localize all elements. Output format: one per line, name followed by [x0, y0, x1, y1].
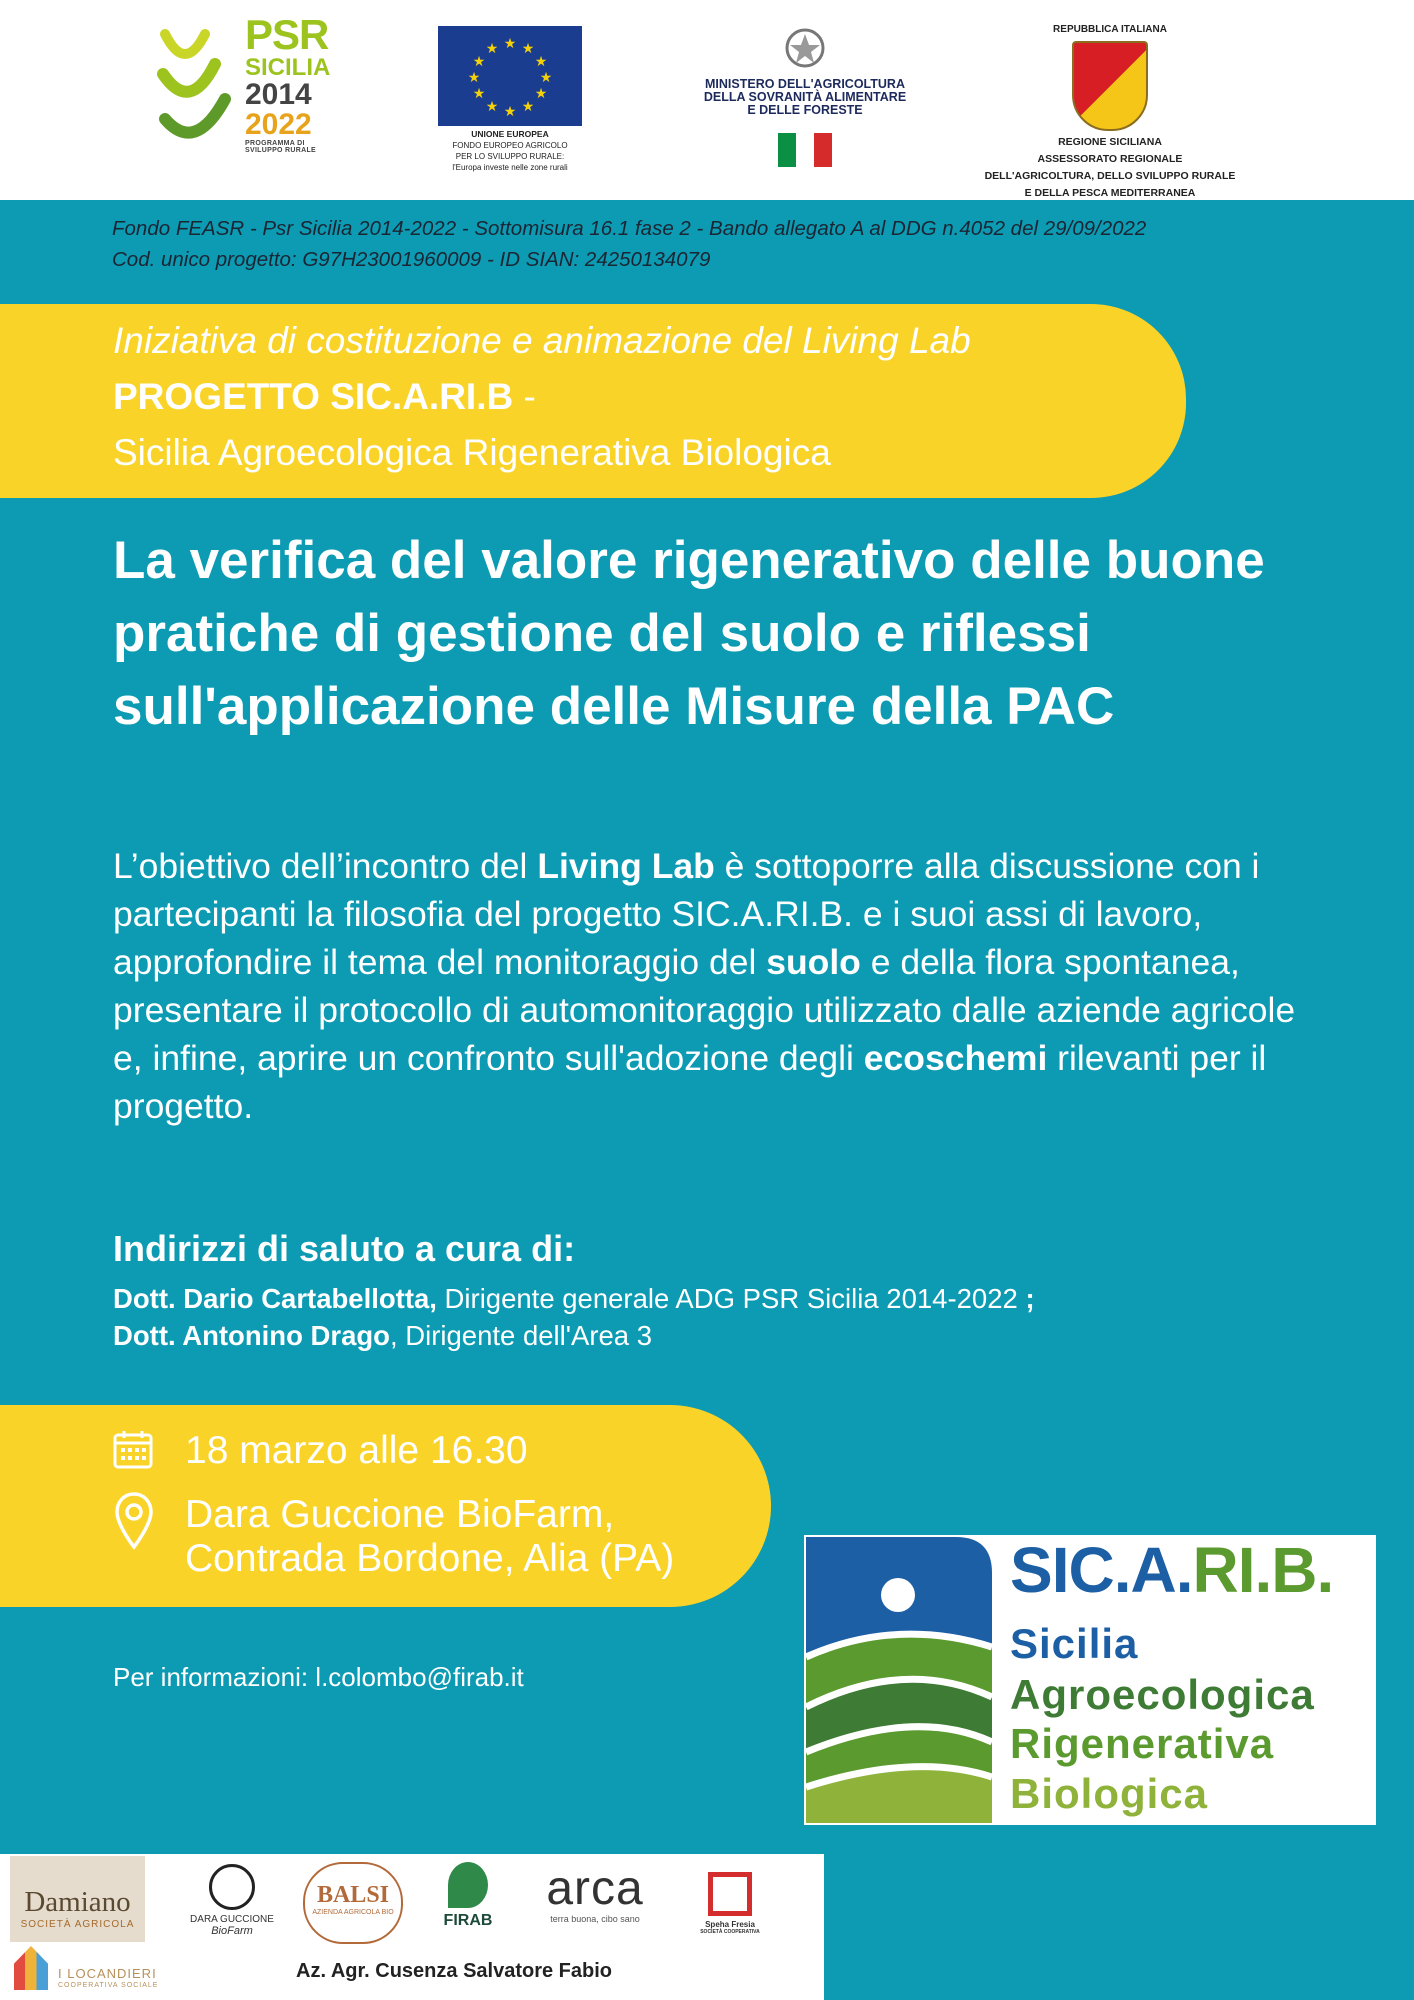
desc-bold-3: ecoschemi — [863, 1038, 1048, 1078]
arca-name: arca — [546, 1862, 644, 1915]
fund-info-line1: Fondo FEASR - Psr Sicilia 2014-2022 - Sottomisura 16.1 fase 2 - Bando allegato A al DDG n.4052 del 29/09/2022 — [112, 217, 1147, 240]
psr-leaves-icon — [155, 14, 245, 154]
psr-subtitle-2: SVILUPPO RURALE — [245, 147, 317, 154]
psr-year-end: 2022 — [245, 108, 312, 141]
cusenza-partner: Az. Agr. Cusenza Salvatore Fabio — [296, 1960, 613, 1982]
italian-flag-icon — [778, 133, 832, 167]
ministry-name-2: DELLA SOVRANITÀ ALIMENTARE — [703, 90, 907, 104]
damiano-sub: SOCIETÀ AGRICOLA — [20, 1919, 135, 1930]
eu-flag-icon — [438, 26, 582, 126]
project-banner — [0, 304, 1186, 498]
damiano-name: Damiano — [24, 1886, 131, 1918]
initiative-text: Iniziativa di costituzione e animazione del Living Lab — [113, 320, 971, 361]
trinacria-shield-icon — [1072, 41, 1148, 131]
fund-info — [112, 213, 1362, 275]
event-place-line1: Dara Guccione BioFarm, — [185, 1493, 615, 1536]
svg-text:★: ★ — [503, 104, 517, 120]
desc-bold-1: Living Lab — [537, 846, 715, 886]
project-name-dash: - — [513, 376, 536, 417]
psr-region: SICILIA — [245, 54, 331, 81]
speha-name: Speha Fresia — [705, 1920, 755, 1929]
eu-logo — [430, 26, 590, 186]
greetings-title: Indirizzi di saluto a cura di: — [113, 1228, 576, 1269]
locandieri-sub: COOPERATIVA SOCIALE — [58, 1982, 159, 1989]
contact-info: Per informazioni: l.colombo@firab.it — [113, 1662, 524, 1692]
partners-bar — [0, 1854, 824, 2000]
desc-bold-2: suolo — [766, 942, 861, 982]
project-fullname: Sicilia Agroecologica Rigenerativa Biologica — [113, 432, 831, 473]
svg-text:★: ★ — [485, 99, 499, 115]
sicarib-line3: Rigenerativa — [1010, 1720, 1275, 1767]
description — [113, 842, 1313, 1130]
dara-name: DARA GUCCIONE — [190, 1914, 274, 1925]
main-title: La verifica del valore rigenerativo delle buone pratiche di gestione del suolo e riflessi sull'applicazione delle Misure della PAC — [113, 531, 1265, 736]
ministry-name-1: MINISTERO DELL'AGRICOLTURA — [705, 77, 905, 91]
speaker-2-role: , Dirigente dell'Area 3 — [389, 1320, 653, 1351]
svg-text:★: ★ — [539, 70, 553, 86]
psr-subtitle-1: PROGRAMMA DI — [245, 140, 305, 147]
desc-part-2: è sottoporre alla discussione con i partecipanti la filosofia del progetto SIC.A.RI.B. e i suoi assi di lavoro, approfondire il tema del monitoraggio del — [113, 846, 1260, 982]
svg-text:★: ★ — [521, 41, 535, 57]
speaker-1-name: Dott. Dario Cartabellotta, — [113, 1283, 437, 1314]
arca-logo — [526, 1864, 664, 1944]
speaker-1 — [113, 1283, 1035, 1315]
eu-caption-4: l'Europa investe nelle zone rurali — [452, 163, 568, 172]
desc-part-1: L’obiettivo dell’incontro del — [113, 846, 538, 886]
dara-guccione-logo — [176, 1864, 288, 1944]
fund-info-line2: Cod. unico progetto: G97H23001960009 - ID SIAN: 24250134079 — [112, 248, 711, 271]
speaker-1-role: Dirigente generale ADG PSR Sicilia 2014-2022 — [436, 1283, 1018, 1314]
speaker-2-name: Dott. Antonino Drago — [113, 1320, 390, 1351]
house-icon — [14, 1946, 48, 1990]
balsi-logo — [303, 1862, 403, 1944]
balsi-name: BALSI — [316, 1882, 390, 1908]
psr-title: PSR — [245, 11, 329, 58]
sicarib-title — [1010, 1533, 1333, 1607]
eu-caption-1: UNIONE EUROPEA — [471, 129, 549, 139]
desc-part-4: rilevanti per il progetto. — [113, 1038, 1267, 1126]
sicarib-title-1: SIC.A. — [1010, 1534, 1193, 1606]
psr-sicilia-logo — [155, 11, 331, 164]
region-caption-3: DELL'AGRICOLTURA, DELLO SVILUPPO RURALE — [984, 170, 1236, 182]
speha-fresia-logo — [700, 1872, 760, 1942]
ministry-logo — [675, 26, 935, 186]
ministry-name-3: E DELLE FORESTE — [747, 103, 863, 117]
firab-name: FIRAB — [443, 1912, 493, 1929]
firab-logo — [440, 1862, 496, 1942]
sicarib-logo — [804, 1535, 1376, 1825]
sicarib-line1: Sicilia — [1010, 1620, 1139, 1667]
region-caption-1: REGIONE SICILIANA — [1058, 136, 1162, 148]
eu-caption-2: FONDO EUROPEO AGRICOLO — [452, 141, 568, 150]
balsi-sub: AZIENDA AGRICOLA BIO — [312, 1909, 394, 1916]
map-pin-icon — [113, 1491, 155, 1551]
desc-part-3: e della flora spontanea, presentare il protocollo di automonitoraggio utilizzato dalle aziende agricole e, infine, aprire un confronto sull'adozione degli — [113, 942, 1296, 1078]
event-place-line2: Contrada Bordone, Alia (PA) — [185, 1537, 675, 1580]
dara-sub: BioFarm — [211, 1925, 253, 1937]
svg-text:★: ★ — [534, 86, 548, 102]
svg-text:★: ★ — [485, 41, 499, 57]
event-date: 18 marzo alle 16.30 — [185, 1429, 528, 1472]
locandieri-name: I LOCANDIERI — [58, 1966, 157, 1981]
speha-sub: SOCIETÀ COOPERATIVA — [700, 1929, 760, 1935]
svg-text:★: ★ — [472, 54, 486, 70]
arca-sub: terra buona, cibo sano — [550, 1914, 640, 1924]
svg-text:★: ★ — [472, 86, 486, 102]
sicarib-title-2: RI.B. — [1192, 1534, 1334, 1606]
dara-circle-icon — [209, 1864, 255, 1910]
event-banner — [0, 1405, 771, 1607]
speha-square-icon — [708, 1872, 752, 1916]
sicarib-line4: Biologica — [1010, 1770, 1209, 1817]
region-caption-2: ASSESSORATO REGIONALE — [1037, 153, 1183, 165]
svg-text:★: ★ — [521, 99, 535, 115]
speaker-2 — [113, 1320, 652, 1352]
locandieri-logo — [10, 1946, 170, 1996]
project-name-bold: PROGETTO SIC.A.RI.B — [113, 376, 514, 417]
sicarib-line2: Agroecologica — [1010, 1671, 1315, 1718]
region-top: REPUBBLICA ITALIANA — [1053, 24, 1167, 35]
sicarib-landscape-icon — [806, 1537, 992, 1823]
eu-caption-3: PER LO SVILUPPO RURALE: — [455, 152, 565, 161]
svg-text:★: ★ — [503, 36, 517, 52]
italian-emblem-icon — [783, 26, 827, 70]
calendar-icon — [113, 1429, 153, 1469]
firab-leaf-icon — [448, 1862, 488, 1908]
svg-text:★: ★ — [467, 70, 481, 86]
damiano-logo — [10, 1856, 145, 1942]
project-name — [113, 376, 536, 418]
speaker-1-suffix: ; — [1017, 1283, 1035, 1314]
svg-text:★: ★ — [534, 54, 548, 70]
psr-year-start: 2014 — [245, 78, 312, 111]
region-caption-4: E DELLA PESCA MEDITERRANEA — [1024, 187, 1196, 199]
region-logo — [960, 24, 1260, 199]
header-logos-bar — [0, 0, 1414, 200]
